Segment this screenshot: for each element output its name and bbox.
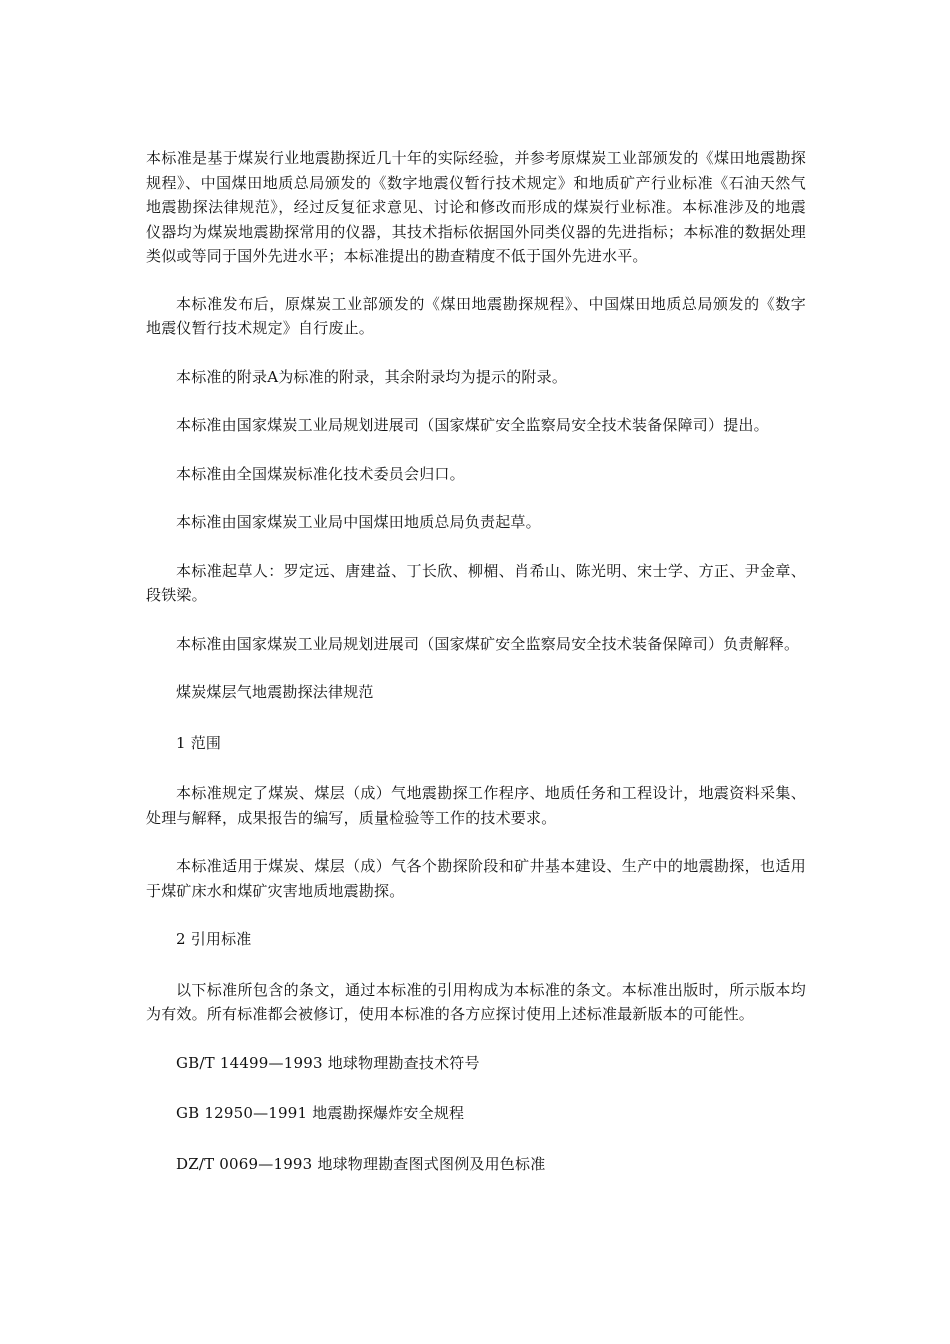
section-2-heading: 2 引用标准 <box>176 930 252 948</box>
scope-paragraph-2: 本标准适用于煤炭、煤层（成）气各个勘探阶段和矿井基本建设、生产中的地震勘探，也适用于煤矿床水和煤矿灾害地质地震勘探。 <box>146 857 806 900</box>
document-body <box>146 146 806 1202</box>
drafting-unit-paragraph: 本标准由国家煤炭工业局中国煤田地质总局负责起草。 <box>176 513 541 531</box>
reference-item: GB/T 14499—1993 地球物理勘查技术符号 <box>176 1053 480 1072</box>
appendix-paragraph: 本标准的附录A为标准的附录，其余附录均为提示的附录。 <box>176 367 568 386</box>
centralized-paragraph: 本标准由全国煤炭标准化技术委员会归口。 <box>176 464 465 483</box>
standard-title: 煤炭煤层气地震勘探法律规范 <box>176 683 374 701</box>
interpretation-paragraph: 本标准由国家煤炭工业局规划进展司（国家煤矿安全监察局安全技术装备保障司）负责解释。 <box>176 634 800 653</box>
reference-item: GB 12950—1991 地震勘探爆炸安全规程 <box>176 1104 465 1122</box>
intro-paragraph: 本标准是基于煤炭行业地震勘探近几十年的实际经验，并参考原煤炭工业部颁发的《煤田地震勘探规程》、中国煤田地质总局颁发的《数字地震仪暂行技术规定》和地质矿产行业标准《石油天然气地震勘探法律规范》，经过反复征求意见、讨论和修改而形成的煤炭行业标准。本标准涉及的地震仪器均为煤炭地震勘探常用的仪器，其技术指标依据国外同类仪器的先进指标；本标准的数据处理类似或等同于国外先进水平；本标准提出的勘查精度不低于国外先进水平。 <box>146 149 806 265</box>
references-intro-paragraph: 以下标准所包含的条文，通过本标准的引用构成为本标准的条文。本标准出版时，所示版本均为有效。所有标准都会被修订，使用本标准的各方应探讨使用上述标准最新版本的可能性。 <box>146 980 806 1023</box>
drafters-paragraph: 本标准起草人：罗定远、唐建益、丁长欣、柳楣、肖希山、陈光明、宋士学、方正、尹金章、段铁梁。 <box>146 561 806 604</box>
proposer-paragraph: 本标准由国家煤炭工业局规划进展司（国家煤矿安全监察局安全技术装备保障司）提出。 <box>176 416 769 434</box>
section-1-heading: 1 范围 <box>176 733 222 752</box>
abolition-paragraph: 本标准发布后，原煤炭工业部颁发的《煤田地震勘探规程》、中国煤田地质总局颁发的《数字地震仪暂行技术规定》自行废止。 <box>146 294 806 337</box>
reference-item: DZ/T 0069—1993 地球物理勘查图式图例及用色标准 <box>176 1154 546 1173</box>
scope-paragraph-1: 本标准规定了煤炭、煤层（成）气地震勘探工作程序、地质任务和工程设计，地震资料采集、处理与解释，成果报告的编写，质量检验等工作的技术要求。 <box>146 784 806 827</box>
